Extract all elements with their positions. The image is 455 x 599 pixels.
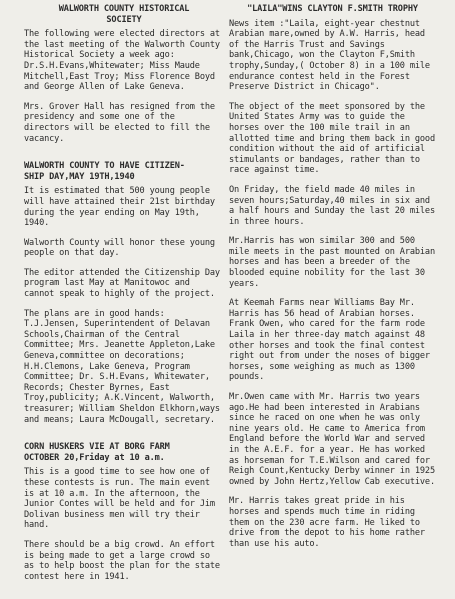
right-column bbox=[229, 4, 436, 558]
left-column bbox=[24, 4, 224, 591]
contest-description-paragraph: This is a good time to see how one of these contests is run. The main event is at 10 a.m. In the afternoon, the Junior Contes will be held and for Jim Dolivan business men will try their hand. bbox=[24, 467, 215, 531]
big-crowd-paragraph: There should be a big crowd. An effort is being made to get a large crowd so as to help boost the plan for the state contest here in 1941. bbox=[24, 539, 220, 582]
news-item-paragraph: News item :"Laila, eight-year chestnut Arabian mare,owned by A.W. Harris, head of the Harris Trust and Savings bank,Chicago, won the Clayton F,Smith trophy,Sunday,( October 8) in a 100 mile endurance contest held in the Forest Preserve District in Chicago". bbox=[229, 18, 430, 93]
citizenship-day-heading-line2: SHIP DAY,MAY 19TH,1940 bbox=[24, 171, 135, 182]
editor-attended-paragraph: The editor attended the Citizenship Day program last May at Manitowoc and cannot speak to highly of the project. bbox=[24, 267, 220, 300]
committee-plans-paragraph: The plans are in good hands: T.J.Jensen, Superintendent of Delavan Schools,Chairman of the Central Committee; Mrs. Jeanette Appleton,Lake Geneva,committee on decorations; H.H.Clemons, Lake Geneva, Program Committee; Dr. S.H.Evans, Whitewater, Records; Chester Byrnes, East Troy,publicity; A.K.Vincent, Walworth, treasurer; William Sheldon Elkhorn,ways and means; Laura McDougall, secretary. bbox=[24, 308, 220, 425]
harris-pride-paragraph: Mr. Harris takes great pride in his horses and spends much time in riding them on the 230 acre farm. He liked to drive from the depot to his home rather than use his auto. bbox=[229, 496, 425, 549]
county-honor-paragraph: Walworth County will honor these young people on that day. bbox=[24, 237, 215, 259]
young-people-estimate-paragraph: It is estimated that 500 young people will have attained their 21st birthday during the year ending on May 19th, 1940. bbox=[24, 186, 215, 229]
owen-background-paragraph: Mr.Owen came with Mr. Harris two years ago.He had been interested in Arabians since he raced on one when he was only nine years old. He came to America from England before the World War and served in the A.E.F. for a year. He has worked as horseman for T.E.Wilson and cared for Reigh Count,Kentucky Derby winner in 1925 owned by John Hertz,Yellow Cab executive. bbox=[229, 392, 435, 487]
corn-huskers-heading-line2: OCTOBER 20,Friday at 10 a.m. bbox=[24, 452, 165, 463]
laila-trophy-heading: "LAILA"WINS CLAYTON F.SMITH TROPHY bbox=[247, 4, 418, 14]
corn-huskers-heading-line1: CORN HUSKERS VIE AT BORG FARM bbox=[24, 442, 170, 453]
presidency-resignation-paragraph: Mrs. Grover Hall has resigned from the presidency and some one of the directors will be elected to fill the vacancy. bbox=[24, 101, 215, 144]
meet-object-paragraph: The object of the meet sponsored by the United States Army was to guide the horses over the 100 mile trail in an allotted time and bring them back in good condition without the aid of artificial stimulants or bandages, rather than to race against time. bbox=[229, 101, 435, 176]
citizenship-day-heading-line1: WALWORTH COUNTY TO HAVE CITIZEN- bbox=[24, 161, 185, 172]
friday-miles-paragraph: On Friday, the field made 40 miles in seven hours;Saturday,40 miles in six and a half hours and Sunday the last 20 miles in three hours. bbox=[229, 184, 435, 227]
directors-elected-paragraph: The following were elected directors at the last meeting of the Walworth County Historical Society a week ago: Dr.S.H.Evans,Whitewater; Miss Maude Mitchell,East Troy; Miss Florence Boyd and George Allen of Lake Geneva. bbox=[24, 29, 220, 93]
historical-society-heading-line1: WALWORTH COUNTY HISTORICAL bbox=[58, 4, 190, 14]
keemah-farms-paragraph: At Keemah Farms near Williams Bay Mr. Harris has 56 head of Arabian horses. Frank Owen, who cared for the farm rode Laila in her three-day match against 48 other horses and took the final contest right out from under the noses of bigger horses, some weighing as much as 1300 pounds. bbox=[229, 298, 430, 383]
harris-previous-wins-paragraph: Mr.Harris has won similar 300 and 500 mile meets in the past mounted on Arabian horses and has been a breeder of the blooded equine nobility for the last 30 years. bbox=[229, 236, 435, 289]
historical-society-heading-line2: SOCIETY bbox=[106, 14, 142, 25]
